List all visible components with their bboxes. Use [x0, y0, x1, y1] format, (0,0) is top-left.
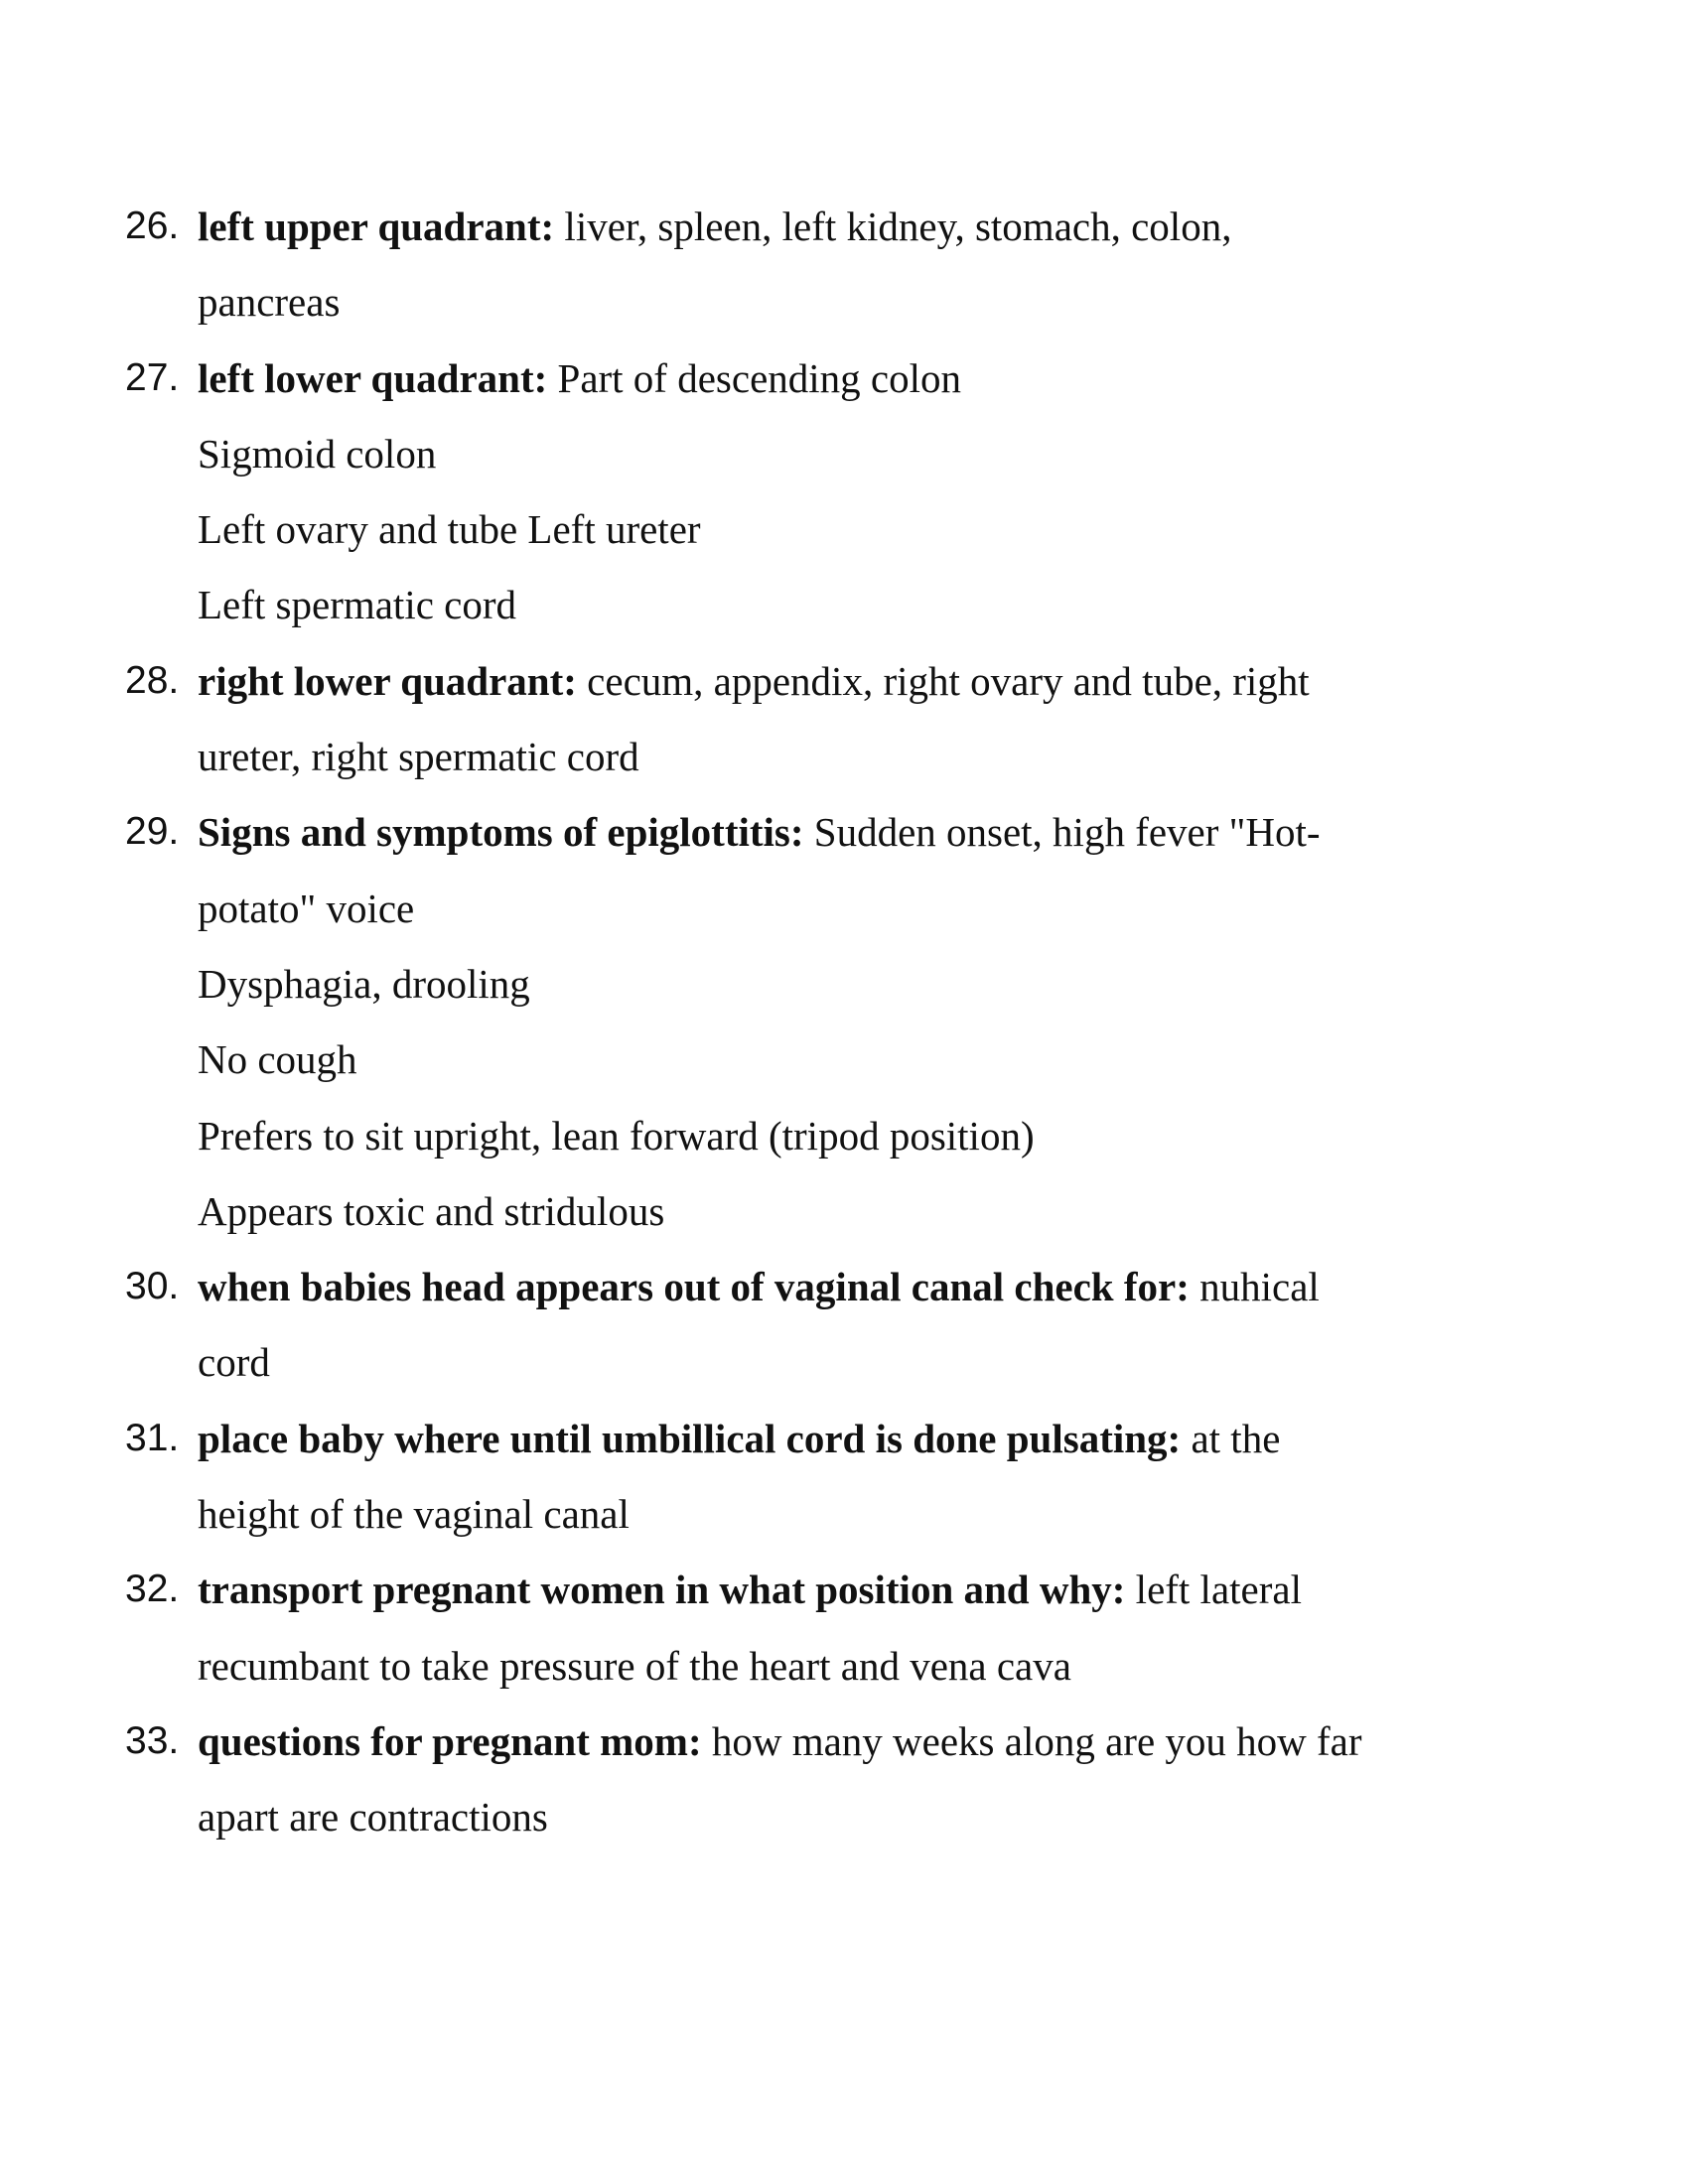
item-definition: cecum, appendix, right ovary and tube, right [576, 657, 1310, 704]
list-item [0, 1249, 1688, 1401]
item-line [0, 1249, 1688, 1324]
item-number: 28. [125, 658, 180, 702]
item-line: cord [198, 1339, 270, 1386]
item-number: 31. [125, 1416, 180, 1459]
item-definition: liver, spleen, left kidney, stomach, colon, [554, 204, 1232, 249]
item-line: ureter, right spermatic cord [198, 734, 639, 780]
item-term: Signs and symptoms of epiglottitis: [198, 809, 804, 856]
item-number: 26. [125, 205, 180, 247]
item-line [0, 341, 1688, 416]
item-term: left lower quadrant: [198, 354, 548, 401]
item-line [0, 1401, 1688, 1476]
item-line: potato" voice [198, 885, 415, 931]
item-line [0, 1552, 1688, 1627]
item-definition: how many weeks along are you how far [701, 1717, 1362, 1764]
item-definition: at the [1181, 1415, 1281, 1461]
list-item [0, 341, 1688, 643]
item-line [0, 189, 1688, 264]
item-line: recumbant to take pressure of the heart and vena cava [198, 1642, 1071, 1689]
item-number: 27. [125, 355, 180, 399]
item-line: No cough [198, 1036, 357, 1083]
item-number: 30. [125, 1265, 180, 1308]
item-line: height of the vaginal canal [198, 1491, 630, 1538]
list-item [0, 1704, 1688, 1855]
item-line [0, 1704, 1688, 1779]
list-item [0, 1552, 1688, 1704]
item-number: 29. [125, 810, 180, 854]
item-term: right lower quadrant: [198, 657, 577, 704]
flashcard-list [0, 189, 1688, 1855]
list-item [0, 189, 1688, 341]
item-definition: Sudden onset, high fever "Hot- [803, 809, 1321, 856]
item-number: 33. [125, 1718, 180, 1762]
list-item [0, 794, 1688, 1249]
item-line: Left spermatic cord [198, 582, 517, 628]
item-line: Dysphagia, drooling [198, 960, 530, 1007]
list-item [0, 643, 1688, 795]
item-line: Left ovary and tube Left ureter [198, 506, 701, 553]
item-term: when babies head appears out of vaginal canal check for: [198, 1264, 1190, 1310]
item-line [0, 794, 1688, 870]
list-item [0, 1401, 1688, 1553]
item-number: 32. [125, 1568, 180, 1611]
item-line: Appears toxic and stridulous [198, 1187, 665, 1234]
item-term: place baby where until umbillical cord is done pulsating: [198, 1415, 1182, 1461]
item-definition: left lateral [1125, 1567, 1302, 1613]
item-line: pancreas [198, 279, 341, 326]
item-term: questions for pregnant mom: [198, 1717, 702, 1764]
item-line: Sigmoid colon [198, 430, 437, 477]
item-term: left upper quadrant: [198, 204, 555, 249]
item-definition: Part of descending colon [547, 354, 961, 401]
item-term: transport pregnant women in what position and why: [198, 1567, 1126, 1613]
item-line: apart are contractions [198, 1794, 548, 1841]
item-line [0, 643, 1688, 719]
item-definition: nuhical [1189, 1264, 1320, 1310]
item-line: Prefers to sit upright, lean forward (tripod position) [198, 1112, 1035, 1159]
